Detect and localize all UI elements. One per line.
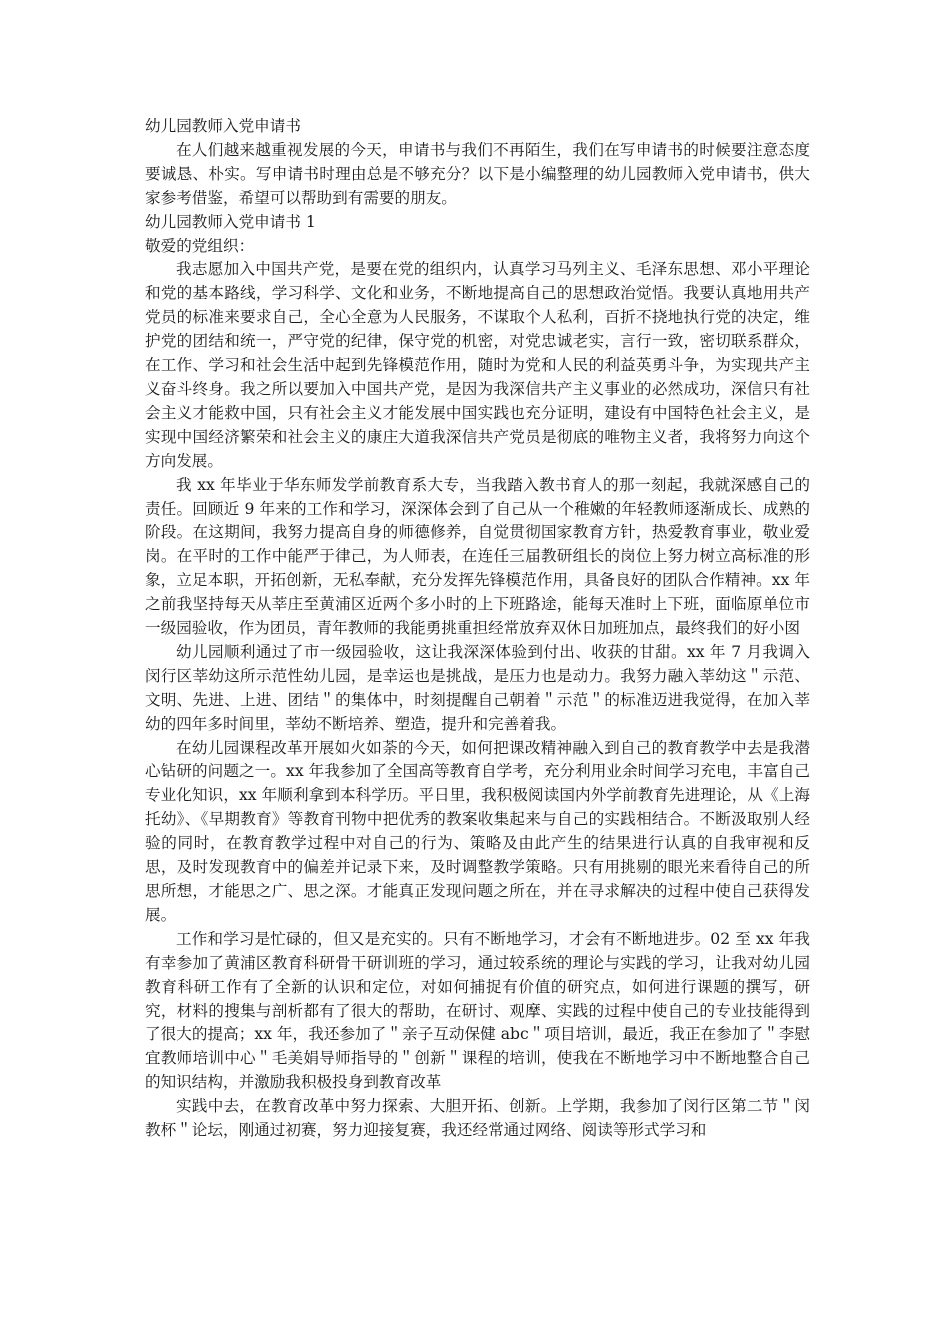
document-title: 幼儿园教师入党申请书	[145, 117, 301, 135]
document-subtitle: 幼儿园教师入党申请书 1	[145, 212, 316, 231]
body-paragraph-1: 我志愿加入中国共产党，是要在党的组织内，认真学习马列主义、毛泽东思想、邓小平理论和党的基本路线，学习科学、文化和业务，不断地提高自己的思想政治觉悟。我要认真地用共产党员的标准来要求自己，全心全意为人民服务，不谋取个人私利，百折不挠地执行党的决定，维护党的团结和统一，严守党的纪律，保守党的机密，对党忠诚老实，言行一致，密切联系群众，在工作、学习和社会生活中起到先锋模范作用，随时为党和人民的利益英勇斗争，为实现共产主义奋斗终身。我之所以要加入中国共产党，是因为我深信共产主义事业的必然成功，深信只有社会主义才能救中国，只有社会主义才能发展中国实践也充分证明，建设有中国特色社会主义，是实现中国经济繁荣和社会主义的康庄大道我深信共产党员是彻底的唯物主义者，我将努力向这个方向发展。	[145, 260, 810, 470]
body-paragraph-3: 幼儿园顺利通过了市一级园验收，这让我深深体验到付出、收获的甘甜。xx 年 7 月我调入闵行区莘幼这所示范性幼儿园，是幸运也是挑战，是压力也是动力。我努力融入莘幼这＂示范、文明、先进、上进、团结＂的集体中，时刻提醒自己朝着＂示范＂的标准迈进我觉得，在加入莘幼的四年多时间里，莘幼不断培养、塑造，提升和完善着我。	[145, 642, 810, 733]
body-paragraph-2: 我 xx 年毕业于华东师发学前教育系大专，当我踏入教书育人的那一刻起，我就深感自己的责任。回顾近 9 年来的工作和学习，深深体会到了自己从一个稚嫩的年轻教师逐渐成长、成熟的阶段。在这期间，我努力提高自身的师德修养，自觉贯彻国家教育方针，热爱教育事业，敬业爱岗。在平时的工作中能严于律己，为人师表，在连任三届教研组长的岗位上努力树立高标准的形象，立足本职，开拓创新，无私奉献，充分发挥先锋模范作用，具备良好的团队合作精神。xx 年之前我坚持每天从莘庄至黄浦区近两个多小时的上下班路途，能每天准时上下班，面临原单位市一级园验收，作为团员，青年教师的我能勇挑重担经常放弃双休日加班加点，最终我们的好小囡	[145, 475, 810, 638]
document-page	[145, 115, 810, 1143]
intro-paragraph: 在人们越来越重视发展的今天，申请书与我们不再陌生，我们在写申请书的时候要注意态度要诚恳、朴实。写申请书时理由总是不够充分？以下是小编整理的幼儿园教师入党申请书，供大家参考借鉴，希望可以帮助到有需要的朋友。	[145, 140, 810, 207]
body-paragraph-6: 实践中去，在教育改革中努力探索、大胆开拓、创新。上学期，我参加了闵行区第二节＂闵教杯＂论坛，刚通过初赛，努力迎接复赛，我还经常通过网络、阅读等形式学习和	[145, 1097, 810, 1140]
body-paragraph-4: 在幼儿园课程改革开展如火如荼的今天，如何把课改精神融入到自己的教育教学中去是我潜心钻研的问题之一。xx 年我参加了全国高等教育自学考，充分利用业余时间学习充电，丰富自己专业化知识，xx 年顺利拿到本科学历。平日里，我积极阅读国内外学前教育先进理论，从《上海托幼》、《早期教育》等教育刊物中把优秀的教案收集起来与自己的实践相结合。不断汲取别人经验的同时，在教育教学过程中对自己的行为、策略及由此产生的结果进行认真的自我审视和反思，及时发现教育中的偏差并记录下来，及时调整教学策略。只有用挑剔的眼光来看待自己的所思所想，才能思之广、思之深。才能真正发现问题之所在，并在寻求解决的过程中使自己获得发展。	[145, 738, 810, 924]
body-paragraph-5: 工作和学习是忙碌的，但又是充实的。只有不断地学习，才会有不断地进步。02 至 xx 年我有幸参加了黄浦区教育科研骨干研训班的学习，通过较系统的理论与实践的学习，让我对幼儿园教育科研工作有了全新的认识和定位，对如何捕捉有价值的研究点，如何进行课题的撰写，研究，材料的搜集与剖析都有了很大的帮助，在研讨、观摩、实践的过程中使自己的专业技能得到了很大的提高；xx 年，我还参加了＂亲子互动保健 abc＂项目培训，最近，我正在参加了＂李慰宜教师培训中心＂毛美娟导师指导的＂创新＂课程的培训，使我在不断地学习中不断地整合自己的知识结构，并激励我积极投身到教育改革	[145, 929, 810, 1092]
salutation: 敬爱的党组织：	[145, 236, 255, 255]
